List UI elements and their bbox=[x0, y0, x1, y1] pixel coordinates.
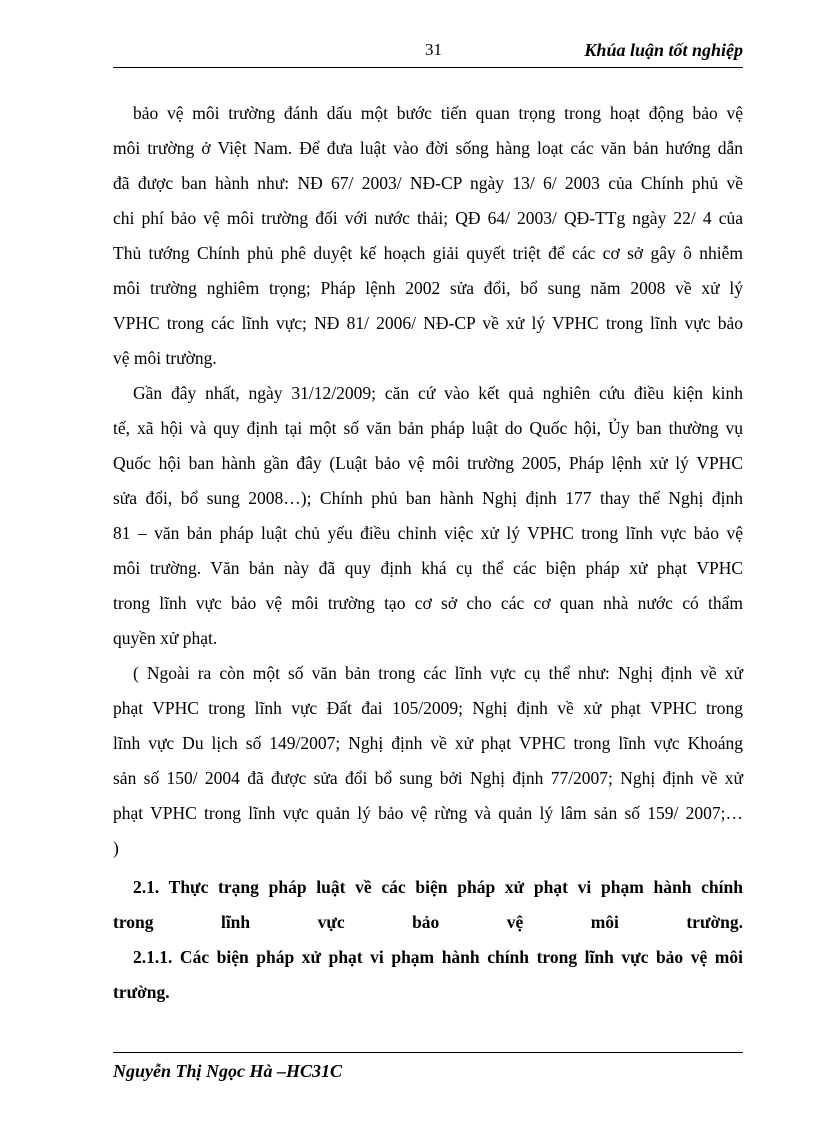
text-line: 81 – văn bản pháp luật chủ yếu điều chỉnh việc xử lý VPHC trong lĩnh vực bảo vệ bbox=[113, 523, 743, 543]
text-line: Gần đây nhất, ngày 31/12/2009; căn cứ vào kết quả nghiên cứu điều kiện kinh bbox=[133, 383, 743, 403]
text-line: đã được ban hành như: NĐ 67/ 2003/ NĐ-CP ngày 13/ 6/ 2003 của Chính phủ về bbox=[113, 173, 743, 193]
text-line: VPHC trong các lĩnh vực; NĐ 81/ 2006/ NĐ-CP về xử lý VPHC trong lĩnh vực bảo bbox=[113, 313, 743, 333]
text-line: môi trường. Văn bản này đã quy định khá cụ thể các biện pháp xử phạt VPHC bbox=[113, 558, 743, 578]
footer-author: Nguyễn Thị Ngọc Hà –HC31C bbox=[113, 1061, 343, 1081]
text-line: trong lĩnh vực bảo vệ môi trường tạo cơ sở cho các cơ quan nhà nước có thẩm bbox=[113, 593, 743, 613]
text-line: vệ môi trường. bbox=[113, 348, 217, 368]
text-line: phạt VPHC trong lĩnh vực quản lý bảo vệ rừng và quản lý lâm sản số 159/ 2007;… bbox=[113, 803, 743, 823]
header-title: Khúa luận tốt nghiệp bbox=[584, 40, 743, 60]
text-line: sản số 150/ 2004 đã được sửa đổi bổ sung bởi Nghị định 77/2007; Nghị định về xử bbox=[113, 768, 743, 788]
header-divider bbox=[113, 67, 743, 68]
heading-line: 2.1.1. Các biện pháp xử phạt vi phạm hành chính trong lĩnh vực bảo vệ môi bbox=[133, 947, 743, 967]
text-line: lĩnh vực Du lịch số 149/2007; Nghị định về xử phạt VPHC trong lĩnh vực Khoáng bbox=[113, 733, 743, 753]
paragraph-3 bbox=[113, 656, 743, 866]
text-line: Thủ tướng Chính phủ phê duyệt kế hoạch giải quyết triệt để các cơ sở gây ô nhiễm bbox=[113, 243, 743, 263]
text-line: sửa đổi, bổ sung 2008…); Chính phủ ban hành Nghị định 177 thay thế Nghị định bbox=[113, 488, 743, 508]
section-heading-2-1-1 bbox=[113, 940, 743, 1010]
text-line: bảo vệ môi trường đánh dấu một bước tiến quan trọng trong hoạt động bảo vệ bbox=[133, 103, 743, 123]
heading-line: trong lĩnh vực bảo vệ môi trường. bbox=[113, 912, 743, 932]
footer-divider bbox=[113, 1052, 743, 1053]
text-line: ( Ngoài ra còn một số văn bản trong các lĩnh vực cụ thể như: Nghị định về xử bbox=[133, 663, 743, 683]
text-line: chi phí bảo vệ môi trường đối với nước thải; QĐ 64/ 2003/ QĐ-TTg ngày 22/ 4 của bbox=[113, 208, 743, 228]
text-line: phạt VPHC trong lĩnh vực Đất đai 105/2009; Nghị định về xử phạt VPHC trong bbox=[113, 698, 743, 718]
heading-line: 2.1. Thực trạng pháp luật về các biện pháp xử phạt vi phạm hành chính bbox=[133, 877, 743, 897]
paragraph-2 bbox=[113, 376, 743, 656]
paragraph-1 bbox=[113, 96, 743, 376]
text-line: ) bbox=[113, 838, 119, 858]
heading-line: trường. bbox=[113, 982, 170, 1002]
text-line: quyền xử phạt. bbox=[113, 628, 218, 648]
page-number: 31 bbox=[425, 40, 442, 59]
document-body bbox=[113, 96, 743, 1010]
page-header bbox=[113, 38, 743, 66]
text-line: môi trường nghiêm trọng; Pháp lệnh 2002 sửa đổi, bổ sung năm 2008 về xử lý bbox=[113, 278, 743, 298]
section-heading-2-1 bbox=[113, 870, 743, 940]
text-line: môi trường ở Việt Nam. Để đưa luật vào đời sống hàng loạt các văn bản hướng dẫn bbox=[113, 138, 743, 158]
text-line: tế, xã hội và quy định tại một số văn bản pháp luật do Quốc hội, Ủy ban thường vụ bbox=[113, 418, 743, 438]
text-line: Quốc hội ban hành gần đây (Luật bảo vệ môi trường 2005, Pháp lệnh xử lý VPHC bbox=[113, 453, 743, 473]
